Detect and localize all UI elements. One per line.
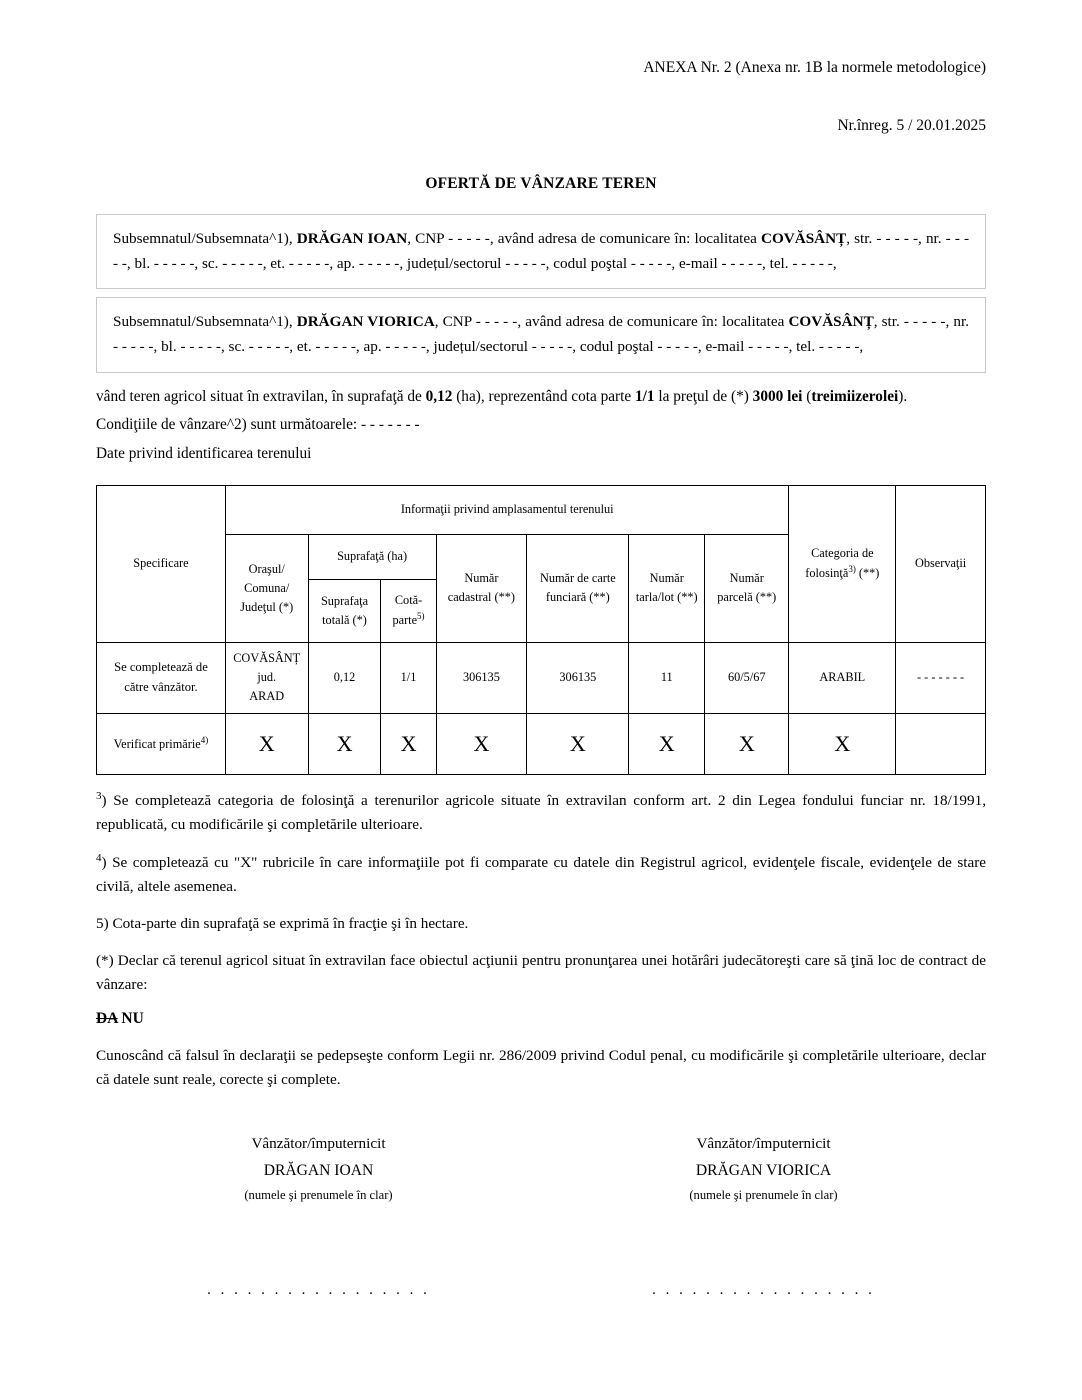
header-oras-comuna-judet [225,534,308,642]
header-tarla-l1: Număr [649,571,684,586]
header-supr-totala-l2: totală (*) [322,612,367,627]
verif-mark: X [473,730,490,756]
header-tarla-l2: tarla/lot (**) [635,590,698,605]
verif-mark: X [658,730,675,756]
note-5: 5) Cota-parte din suprafaţă se exprimă în fracţie şi în hectare. [96,915,469,933]
header-parcela [705,534,789,642]
option-nu[interactable]: NU [121,1010,144,1028]
cell-verif-parcela [705,713,789,774]
verif-mark: X [336,730,353,756]
cell-cota-parte: 1/1 [381,642,436,713]
cell-carte-funciara: 306135 [527,642,629,713]
verif-mark: X [834,730,851,756]
declaration-text: (*) Declar că terenul agricol situat în extravilan face obiectul acţiunii pentru pronunţarea unei hotărâri judecătoreşti care să ţină loc de contract de vânzare: [96,952,986,994]
sale-text-a: vând teren agricol situat în extravilan, în suprafaţă de [96,387,426,405]
party-1-mid: , CNP - - - - -, având adresa de comunicare în: localitatea [407,230,757,248]
header-suprafata-totala [308,579,381,642]
party-2-name: DRĂGAN VIORICA [296,313,435,331]
party-1-name: DRĂGAN IOAN [296,230,408,248]
verif-mark: X [569,730,586,756]
verif-mark: X [738,730,755,756]
header-parcela-l1: Număr [729,571,764,586]
cell-verif-tarla [629,713,705,774]
party-1-locality: COVĂSÂNȚ [761,230,847,248]
signature-hint-1: (numele şi prenumele în clar) [244,1187,393,1202]
option-da[interactable]: DA [96,1010,118,1028]
header-numar-cadastral [436,534,527,642]
sale-text-e: ). [898,387,908,405]
header-oras-l1: Oraşul/ [248,561,285,576]
land-details-table [96,485,986,775]
sale-price-words: treimiizerolei [811,387,899,405]
header-categorie-folosinta [789,485,896,642]
cell-suprafata-totala: 0,12 [308,642,381,713]
cell-oras-l2: jud. [257,670,277,685]
land-identification-heading: Date privind identificarea terenului [96,445,312,463]
header-tarla [629,534,705,642]
cell-verif-categorie [789,713,896,774]
cell-oras-l3: ARAD [249,689,285,704]
header-numar-cadastral-l1: Număr [464,571,499,586]
sale-text-c: la preţul de (*) [654,387,753,405]
note-3-text: ) Se completează categoria de folosinţă a terenurilor agricole situate în extravilan conform art. 2 din Legea fondului funciar nr. 18/1991, republicată, cu modificările şi completările ulterioare. [96,791,986,833]
table-row [97,642,986,713]
cell-parcela: 60/5/67 [705,642,789,713]
header-categorie-sup: 3) [848,564,856,575]
cell-verif-suprafata [308,713,381,774]
header-categorie-l3: (**) [855,566,880,581]
header-numar-cadastral-l2: cadastral (**) [447,590,516,605]
cell-oras-l1: COVĂSÂNȚ [233,651,301,666]
page-title: OFERTĂ DE VÂNZARE TEREN [425,175,657,193]
header-carte-funciara-l2: funciară (**) [545,590,610,605]
sale-text-d: ( [802,387,812,405]
da-nu-choice [96,1007,986,1031]
penal-code-statement: Cunoscând că falsul în declaraţii se pedepseşte conform Legii nr. 286/2009 privind Codul penal, cu modificările şi completările ulterioare, declar că datele sunt reale, corecte şi complete. [96,1047,986,1089]
header-oras-l2: Comuna/ [244,580,290,595]
header-parcela-l2: parcelă (**) [717,590,777,605]
table-row [97,713,986,774]
party-1-rest: , str. - - - - -, nr. - - - - -, bl. - - - - -, sc. - - - - -, et. - - - - -, ap. - - - - -, județul/sectorul - - - - -, codul poştal - - - - -, e-mail - - - - -, tel. - - - - -, [113,230,970,272]
header-cota-l1: Cotă- [394,593,423,608]
cell-tarla: 11 [629,642,705,713]
header-categorie-l2: folosinţă [805,566,849,581]
verif-mark: X [400,730,417,756]
signature-name-1: DRĂGAN IOAN [263,1161,374,1179]
signature-lines [96,1279,986,1302]
signature-dots-1: . . . . . . . . . . . . . . . . . [207,1282,430,1299]
party-2-locality: COVĂSÂNȚ [788,313,874,331]
party-2-mid: , CNP - - - - -, având adresa de comunicare în: localitatea [434,313,785,331]
verif-mark: X [258,730,275,756]
header-cota-sup: 5) [417,611,425,622]
cell-numar-cadastral: 306135 [436,642,527,713]
sale-text-b: (ha), reprezentând cota parte [452,387,635,405]
note-3 [96,788,986,837]
sale-conditions: Condiţiile de vânzare^2) sunt următoarele: - - - - - - - [96,416,420,434]
cell-verificat-sup: 4) [200,734,209,745]
cell-verif-carte [527,713,629,774]
sale-surface-value: 0,12 [425,387,453,405]
registration-number: Nr.înreg. 5 / 20.01.2025 [837,117,986,135]
signature-name-2: DRĂGAN VIORICA [695,1161,832,1179]
note-4-sup: 4 [96,851,102,864]
party-box-seller-2 [96,297,986,372]
party-2-prefix: Subsemnatul/Subsemnata^1), [113,313,293,331]
cell-specificare-l1: Se completează de [114,660,208,675]
note-4 [96,850,986,899]
header-cota-l2: parte [392,613,418,628]
anexa-reference: ANEXA Nr. 2 (Anexa nr. 1B la normele metodologice) [643,59,986,76]
cell-verif-oras [225,713,308,774]
sale-price-value: 3000 lei [752,387,803,405]
header-observatii: Observaţii [896,485,986,642]
sale-share-value: 1/1 [635,387,655,405]
header-supr-totala-l1: Suprafaţa [320,593,369,608]
signature-hint-2: (numele şi prenumele în clar) [689,1187,838,1202]
signature-column-1 [96,1132,541,1205]
cell-specificare-l2: către vânzător. [124,679,198,694]
header-oras-l3: Judeţul (*) [240,599,294,614]
header-carte-funciara [527,534,629,642]
header-specificare: Specificare [97,485,226,642]
header-amplasament-group: Informaţii privind amplasamentul terenului [225,485,789,534]
cell-observatii: - - - - - - - [896,642,986,713]
party-1-prefix: Subsemnatul/Subsemnata^1), [113,230,293,248]
signature-column-2 [541,1132,986,1205]
party-2-rest: , str. - - - - -, nr. - - - - -, bl. - - - - -, sc. - - - - -, et. - - - - -, ap. - - - - -, județul/sectorul - - - - -, codul poştal - - - - -, e-mail - - - - -, tel. - - - - -, [113,313,969,355]
cell-specificare-seller [97,642,226,713]
cell-categorie-folosinta: ARABIL [789,642,896,713]
note-4-text: ) Se completează cu "X" rubricile în care informaţiile pot fi comparate cu datele din Registrul agricol, evidenţele fiscale, evidenţele de stare civilă, altele asemenea. [96,854,986,896]
cell-verif-cota [381,713,436,774]
cell-verif-observatii [896,713,986,774]
table-header-row-1 [97,485,986,534]
note-3-sup: 3 [96,789,102,802]
signature-role-2: Vânzător/împuternicit [696,1135,831,1153]
sale-paragraph [96,385,986,410]
header-categorie-l1: Categoria de [811,546,874,561]
party-box-seller-1 [96,214,986,289]
header-suprafata: Suprafaţă (ha) [308,534,436,579]
header-carte-funciara-l1: Număr de carte [539,571,616,586]
signature-role-1: Vânzător/împuternicit [251,1135,386,1153]
cell-oras-comuna-judet [225,642,308,713]
signature-block [96,1132,986,1205]
cell-verificat-primarie [97,713,226,774]
header-cota-parte [381,579,436,642]
signature-dots-2: . . . . . . . . . . . . . . . . . [652,1282,875,1299]
cell-verificat-label: Verificat primărie [113,736,201,751]
cell-verif-cadastral [436,713,527,774]
